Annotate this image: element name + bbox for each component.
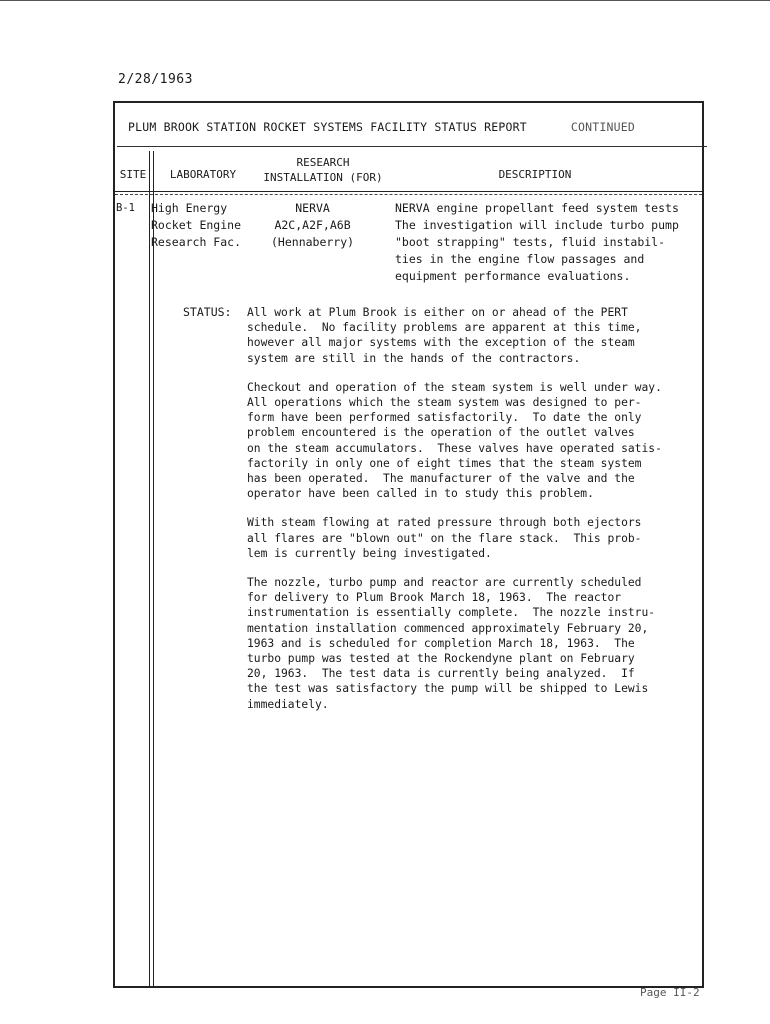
status-paragraph: Checkout and operation of the steam system is well under way. All operations which the steam system was designed to per- form have been performed satisfactorily. To date the only problem encountered is the operation of the outlet valves on the steam accumulators. These valves have operated satis- factorily in only one of eight times that the steam system has been operated. The manufacturer of the valve and the operator have been called in to study this problem. <box>247 380 662 501</box>
description-column-header: DESCRIPTION <box>498 168 572 181</box>
laboratory-column-divider <box>153 151 154 988</box>
description-text: NERVA engine propellant feed system tests The investigation will include turbo pump "boot strapping" tests, fluid instabil- ties in the engine flow passages and equipment performance evaluations. <box>395 201 679 283</box>
laboratory-name: High Energy Rocket Engine Research Fac. <box>151 201 242 249</box>
status-section <box>247 305 707 726</box>
report-date: 2/28/1963 <box>118 72 193 87</box>
site-code: B-1 <box>116 202 135 214</box>
laboratory-column-header: LABORATORY <box>169 168 237 181</box>
column-header-rule <box>115 191 702 192</box>
page-number: Page II-2 <box>640 986 700 999</box>
report-title: PLUM BROOK STATION ROCKET SYSTEMS FACILITY STATUS REPORT <box>128 120 527 134</box>
site-column-header: SITE <box>119 168 147 181</box>
report-header <box>115 103 702 151</box>
continued-label: CONTINUED <box>570 120 636 134</box>
status-label: STATUS: <box>183 305 232 319</box>
site-column-divider <box>149 151 150 988</box>
status-paragraph: All work at Plum Brook is either on or ahead of the PERT schedule. No facility problems are apparent at this time, however all major systems with the exception of the steam system are still in the hands of the contractors. <box>247 306 642 365</box>
column-header-dashed-rule <box>115 194 702 196</box>
status-paragraph: With steam flowing at rated pressure through both ejectors all flares are "blown out" on the flare stack. This prob- lem is currently being investigated. <box>247 516 642 560</box>
status-report-form <box>113 101 704 988</box>
status-paragraph: The nozzle, turbo pump and reactor are currently scheduled for delivery to Plum Brook March 18, 1963. The reactor instrumentation is essentially complete. The nozzle instru- mentation installation commenced approximately February 20, 1963 and is scheduled for completion March 18, 1963. The turbo pump was tested at the Rockendyne plant on February 20, 1963. The test data is currently being analyzed. If the test was satisfactory the pump will be shipped to Lewis immediately. <box>247 576 656 711</box>
research-installation-column-header: RESEARCH INSTALLATION (FOR) <box>263 156 383 184</box>
top-border-line <box>0 0 770 1</box>
research-installation: NERVA A2C,A2F,A6B (Hennaberry) <box>271 201 355 249</box>
